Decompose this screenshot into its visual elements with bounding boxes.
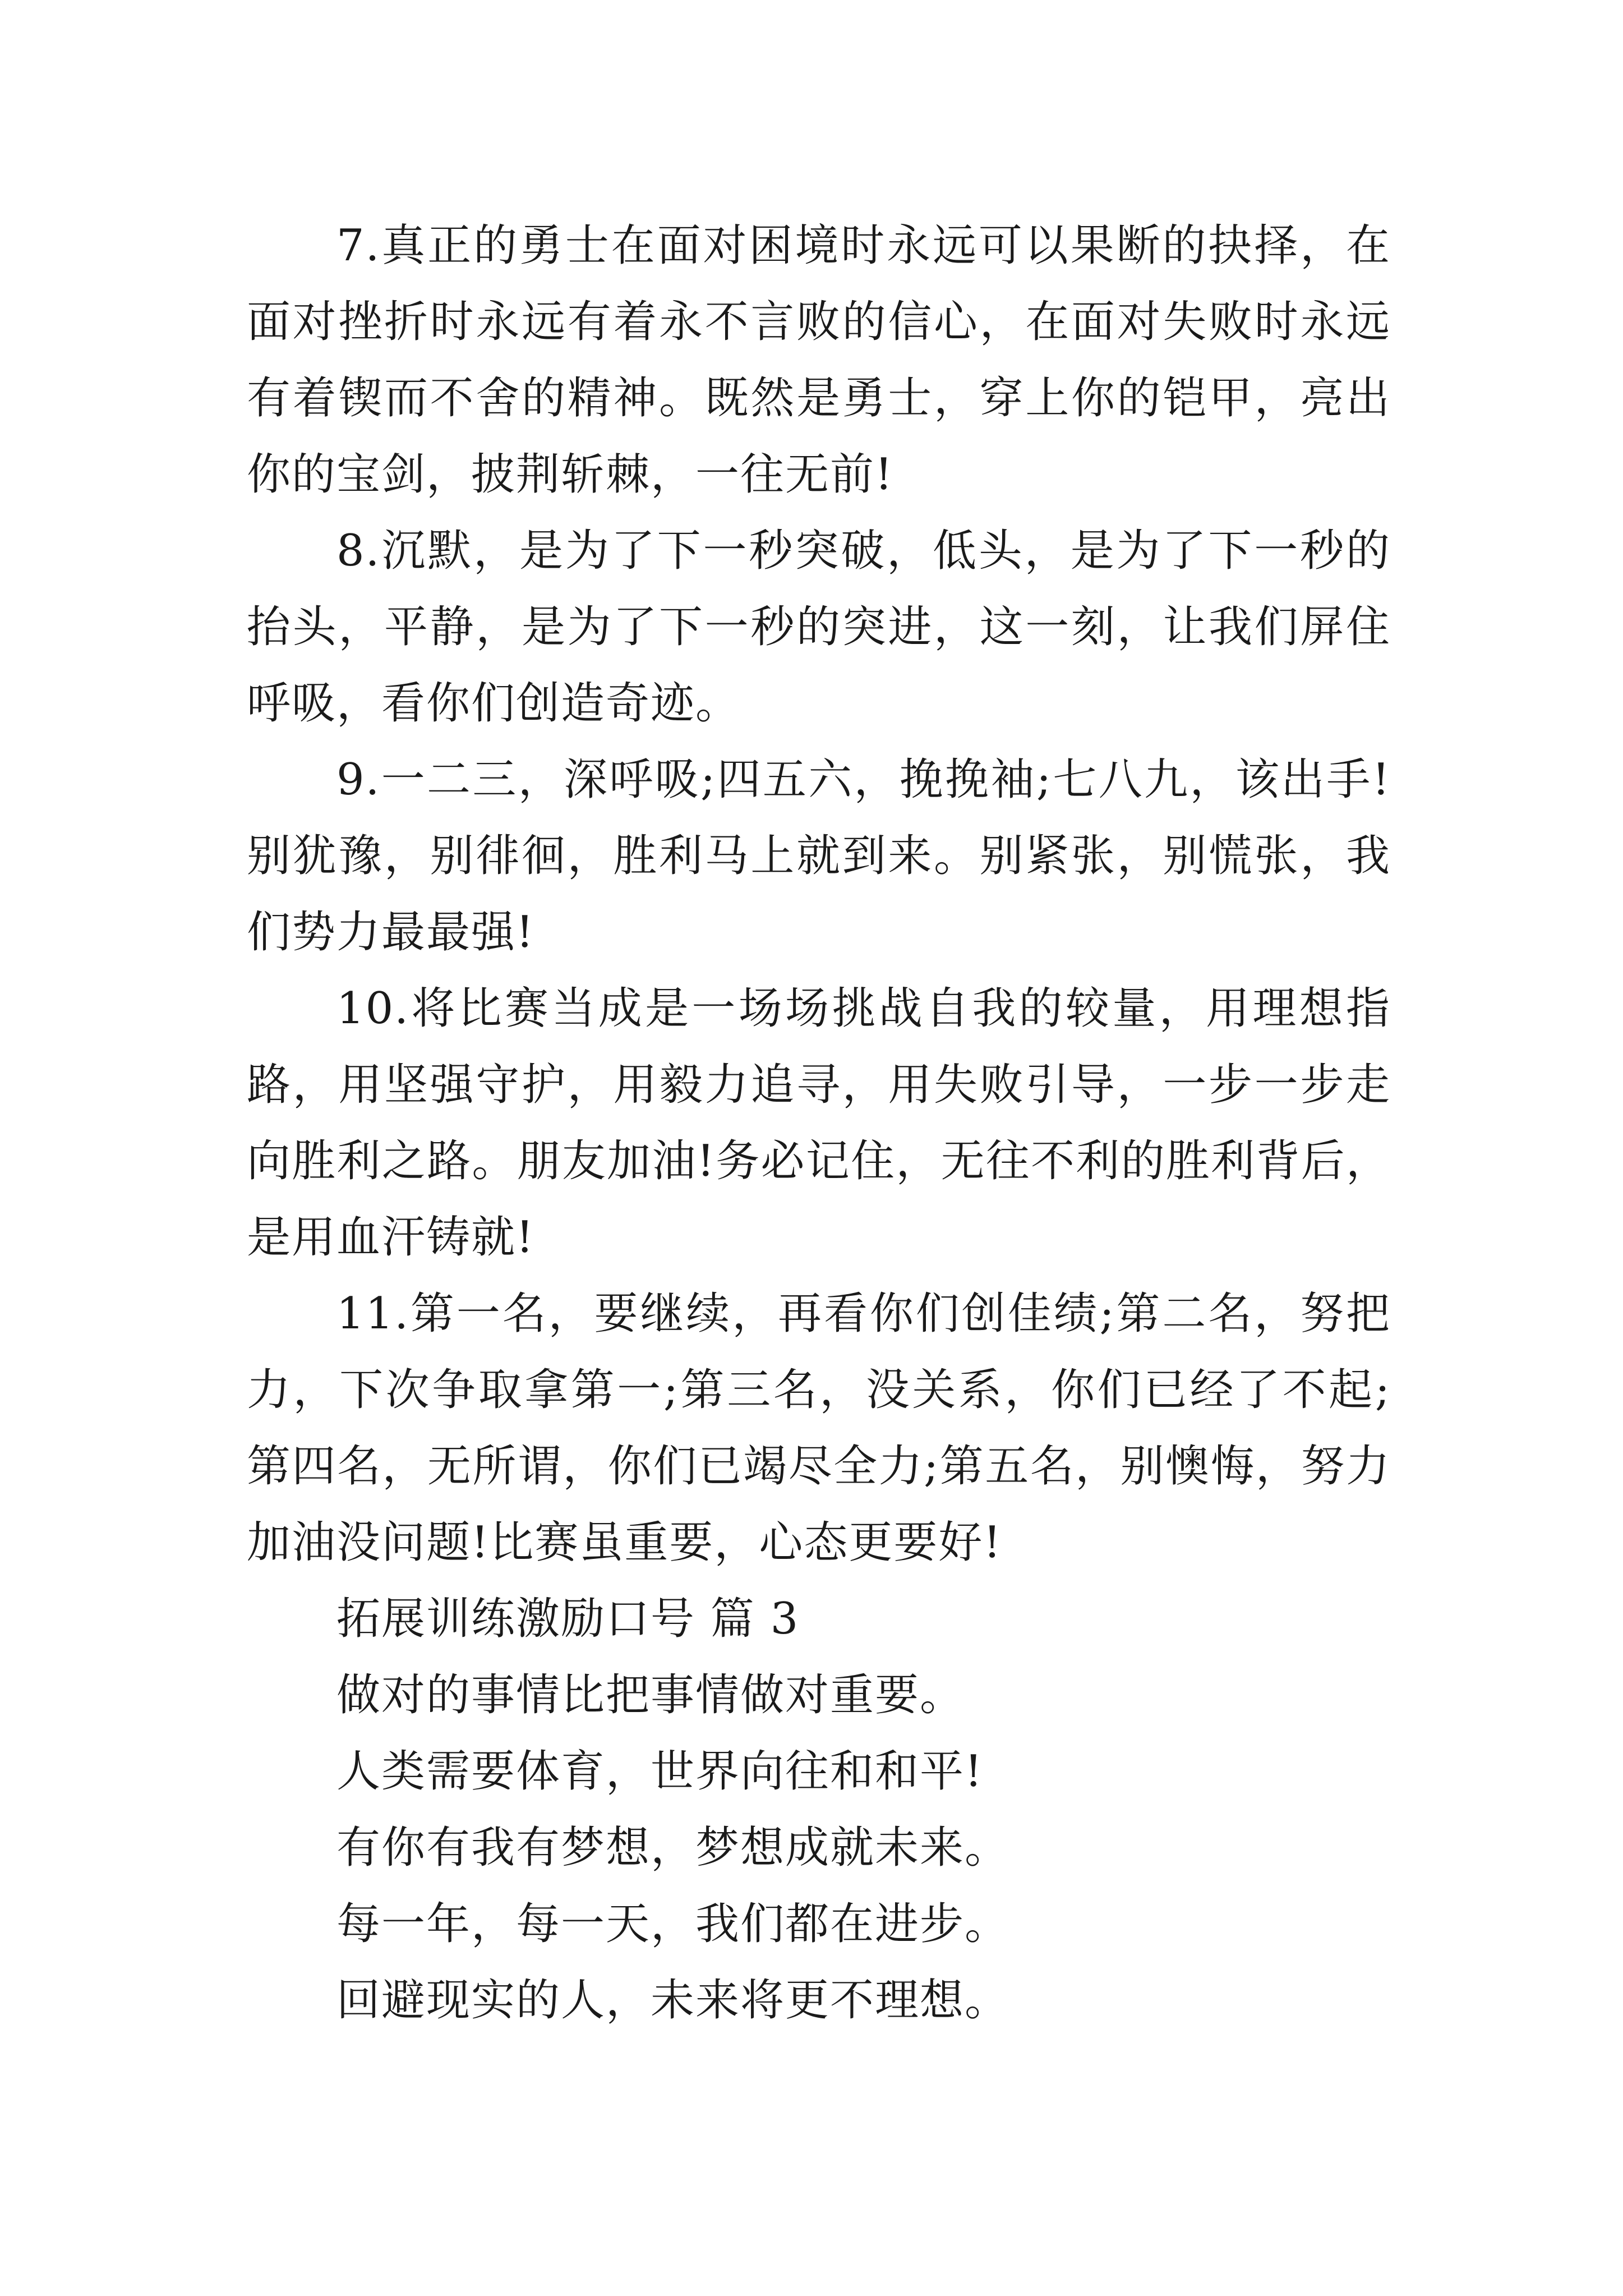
document-body [247,208,1391,2039]
paragraph-8: 8.沉默，是为了下一秒突破，低头，是为了下一秒的抬头，平静，是为了下一秒的突进，这一刻，让我们屏住呼吸，看你们创造奇迹。 [247,526,1391,729]
section-title: 拓展训练激励口号 篇 3 [336,1594,800,1644]
paragraph-9: 9.一二三，深呼吸;四五六，挽挽袖;七八九，该出手!别犹豫，别徘徊，胜利马上就到来。别紧张，别慌张，我们势力最最强! [247,754,1391,958]
paragraph-11: 11.第一名，要继续，再看你们创佳绩;第二名，努把力，下次争取拿第一;第三名，没关系，你们已经了不起;第四名，无所谓，你们已竭尽全力;第五名，别懊悔，努力加油没问题!比赛虽重要，心态更要好! [247,1289,1391,1568]
slogan-line: 每一年，每一天，我们都在进步。 [336,1899,1010,1949]
slogan-line: 做对的事情比把事情做对重要。 [336,1670,965,1720]
slogan-line: 人类需要体育，世界向往和和平! [336,1746,984,1797]
paragraph-7: 7.真正的勇士在面对困境时永远可以果断的抉择，在面对挫折时永远有着永不言败的信心，在面对失败时永远有着锲而不舍的精神。既然是勇士，穿上你的铠甲，亮出你的宝剑，披荆斩棘，一往无前! [247,220,1391,500]
slogan-line: 回避现实的人，未来将更不理想。 [336,1975,1010,2026]
slogan-line: 有你有我有梦想，梦想成就未来。 [336,1823,1010,1873]
paragraph-10: 10.将比赛当成是一场场挑战自我的较量，用理想指路，用坚强守护，用毅力追寻，用失败引导，一步一步走向胜利之路。朋友加油!务必记住，无往不利的胜利背后，是用血汗铸就! [247,983,1391,1263]
